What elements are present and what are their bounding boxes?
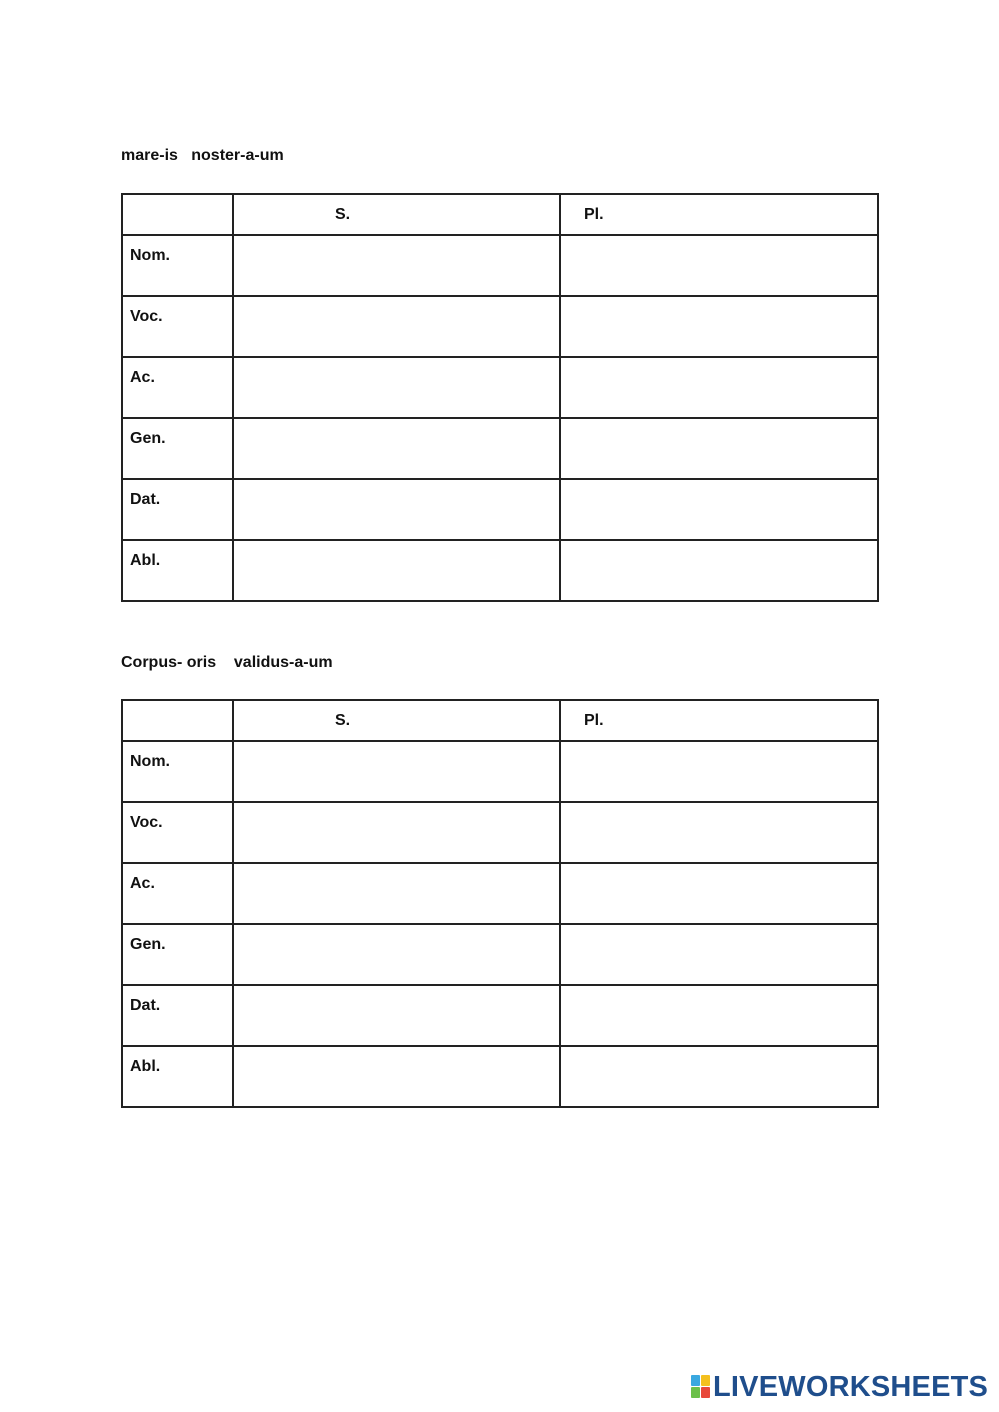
answer-singular-nom[interactable] (233, 235, 560, 296)
answer-plural-dat[interactable] (560, 479, 878, 540)
liveworksheets-logo (691, 1373, 988, 1401)
answer-singular-abl[interactable] (233, 1046, 560, 1107)
header-corner-cell (122, 194, 233, 235)
case-label-gen: Gen. (122, 418, 233, 479)
answer-singular-voc[interactable] (233, 802, 560, 863)
answer-singular-voc[interactable] (233, 296, 560, 357)
table-row (122, 296, 878, 357)
answer-singular-dat[interactable] (233, 479, 560, 540)
case-label-ac: Ac. (122, 357, 233, 418)
header-singular: S. (233, 700, 560, 741)
answer-plural-dat[interactable] (560, 985, 878, 1046)
answer-plural-abl[interactable] (560, 1046, 878, 1107)
answer-singular-abl[interactable] (233, 540, 560, 601)
case-label-abl: Abl. (122, 540, 233, 601)
answer-plural-ac[interactable] (560, 357, 878, 418)
case-label-ac: Ac. (122, 863, 233, 924)
answer-singular-ac[interactable] (233, 357, 560, 418)
logo-text: LIVEWORKSHEETS (713, 1371, 989, 1403)
table-row (122, 741, 878, 802)
answer-plural-nom[interactable] (560, 741, 878, 802)
liveworksheets-logo-icon (691, 1375, 711, 1399)
declension-table-1 (121, 193, 879, 602)
table-row (122, 924, 878, 985)
table-row (122, 540, 878, 601)
case-label-dat: Dat. (122, 985, 233, 1046)
answer-plural-gen[interactable] (560, 418, 878, 479)
answer-singular-gen[interactable] (233, 418, 560, 479)
answer-plural-nom[interactable] (560, 235, 878, 296)
declension-table-2 (121, 699, 879, 1108)
table-header-row (122, 194, 878, 235)
table-header-row (122, 700, 878, 741)
answer-plural-gen[interactable] (560, 924, 878, 985)
header-corner-cell (122, 700, 233, 741)
case-label-nom: Nom. (122, 235, 233, 296)
header-singular: S. (233, 194, 560, 235)
table-row (122, 235, 878, 296)
answer-singular-dat[interactable] (233, 985, 560, 1046)
table-row (122, 985, 878, 1046)
answer-plural-abl[interactable] (560, 540, 878, 601)
case-label-voc: Voc. (122, 802, 233, 863)
answer-plural-voc[interactable] (560, 296, 878, 357)
answer-plural-ac[interactable] (560, 863, 878, 924)
section-title-1: mare-is noster-a-um (121, 147, 284, 164)
answer-singular-nom[interactable] (233, 741, 560, 802)
table-row (122, 802, 878, 863)
answer-plural-voc[interactable] (560, 802, 878, 863)
table-row (122, 479, 878, 540)
header-plural: Pl. (560, 194, 878, 235)
table-row (122, 863, 878, 924)
answer-singular-gen[interactable] (233, 924, 560, 985)
table-row (122, 418, 878, 479)
table-row (122, 1046, 878, 1107)
case-label-abl: Abl. (122, 1046, 233, 1107)
case-label-gen: Gen. (122, 924, 233, 985)
header-plural: Pl. (560, 700, 878, 741)
case-label-voc: Voc. (122, 296, 233, 357)
case-label-nom: Nom. (122, 741, 233, 802)
table-row (122, 357, 878, 418)
answer-singular-ac[interactable] (233, 863, 560, 924)
section-title-2: Corpus- oris validus-a-um (121, 654, 333, 671)
case-label-dat: Dat. (122, 479, 233, 540)
